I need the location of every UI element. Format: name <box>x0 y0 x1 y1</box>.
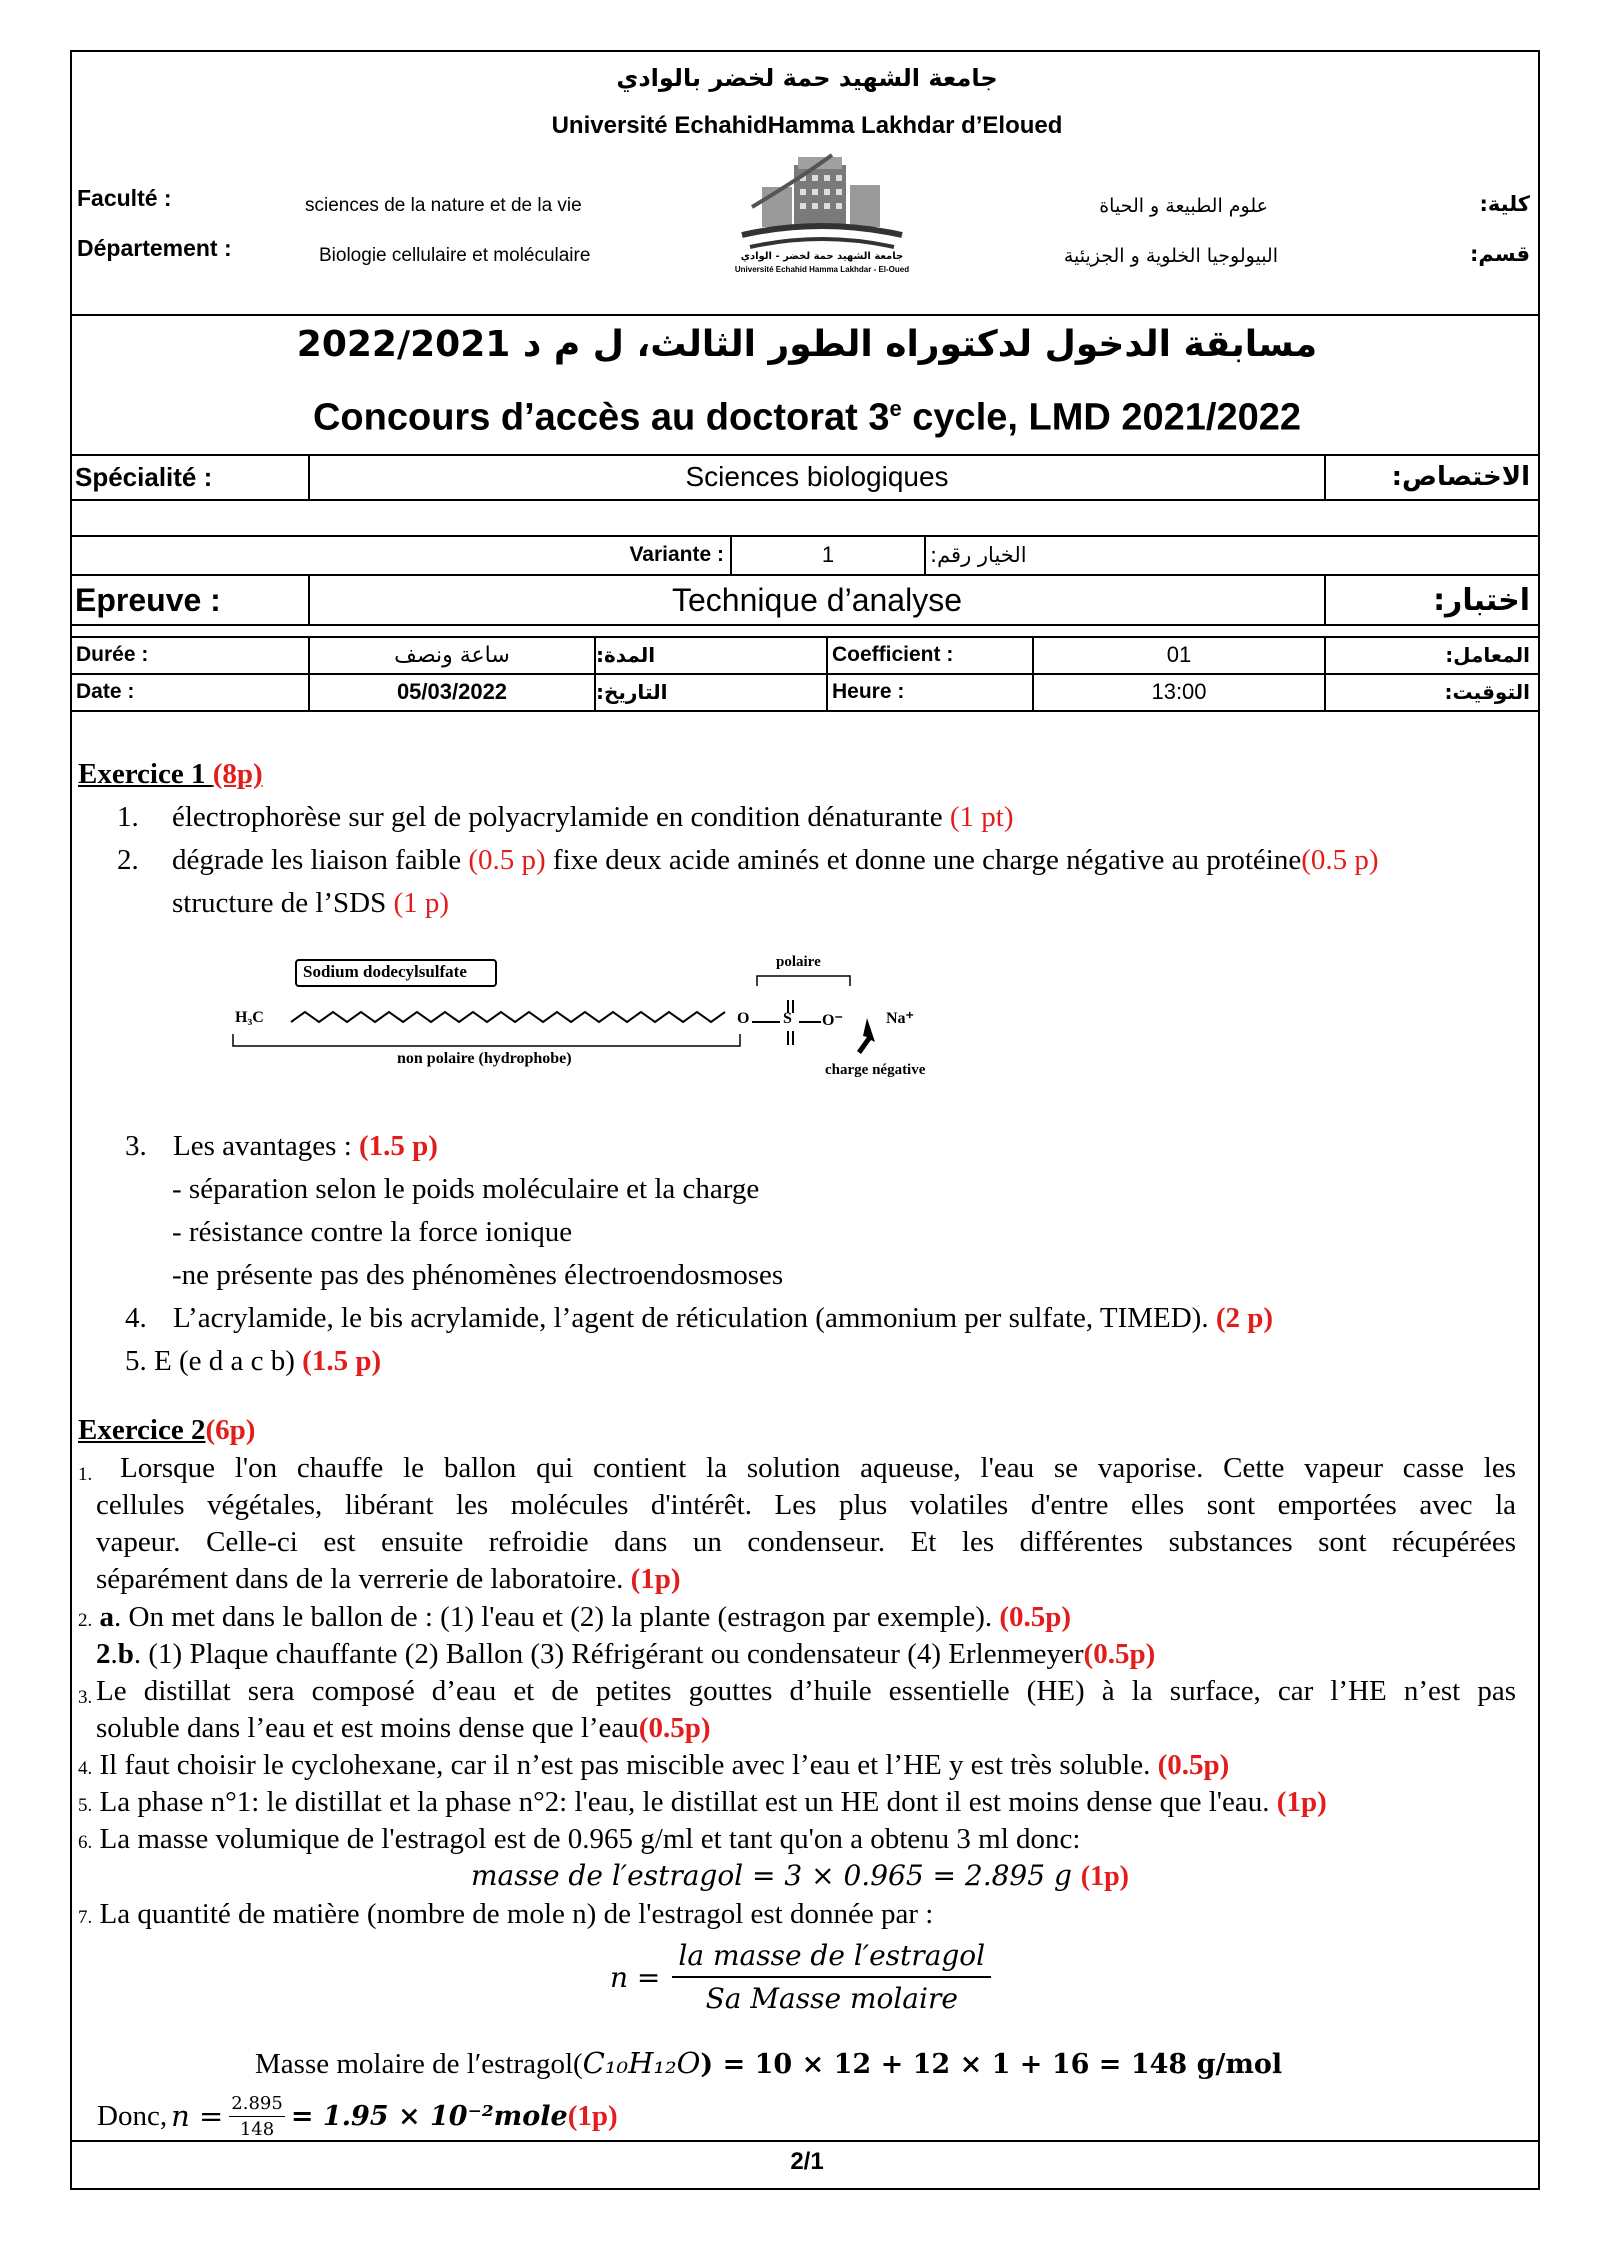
date-label: Date : <box>76 680 135 703</box>
duree-label-ar: المدة: <box>596 643 656 667</box>
ex2-q2a: 2. a. On met dans le ballon de : (1) l'eau et (2) la plante (estragon par exemple). (0.5p) <box>78 1601 1072 1633</box>
university-name-ar: جامعة الشهيد حمة لخضر بالوادي <box>616 64 998 92</box>
duree-value: ساعة ونصف <box>394 642 510 668</box>
variante-label: Variante : <box>629 543 724 566</box>
sds-h3c-label: H₃C <box>235 1009 264 1026</box>
exercice2-title: Exercice 2(6p) <box>78 1414 256 1446</box>
specialite-value: Sciences biologiques <box>685 461 949 492</box>
university-logo <box>732 147 912 277</box>
date-label-ar: التاريخ: <box>596 680 668 704</box>
ex2-q4: 4. Il faut choisir le cyclohexane, car il n’est pas miscible avec l’eau et l’HE y est très soluble. (0.5p) <box>78 1749 1230 1781</box>
coefficient-value: 01 <box>1166 642 1192 667</box>
header-divider <box>72 314 1538 316</box>
sds-nonpolar-label: non polaire (hydrophobe) <box>397 1050 572 1067</box>
faculty-label-ar: كلية: <box>1479 192 1530 216</box>
heure-label-ar: التوقيت: <box>1444 680 1530 704</box>
ex1-item1: 1. électrophorèse sur gel de polyacrylamide en condition dénaturante (1 pt) <box>117 801 1014 833</box>
sds-name-label: Sodium dodecylsulfate <box>303 962 467 981</box>
duree-label: Durée : <box>76 643 149 666</box>
ex2-result: Donc, n = $\frac{2.895}{148}$ = 1.95 × 10⁻²mole (1p) <box>97 2092 618 2140</box>
department-label-ar: قسم: <box>1470 242 1530 266</box>
faculty-label: Faculté : <box>77 185 172 211</box>
ex2-q6-formula: masse de l′estragol = 3 × 0.965 = 2.895 g (1p) <box>470 1859 1130 1892</box>
ex2-q2b: 2.b. (1) Plaque chauffante (2) Ballon (3) Réfrigérant ou condensateur (4) Erlenmeyer(0.5p) <box>96 1638 1156 1670</box>
ex1-item2-sds: structure de l’SDS (1 p) <box>172 887 450 919</box>
university-name-fr: Université EchahidHamma Lakhdar d’Eloued <box>551 112 1063 139</box>
logo-text-fr: Université Echahid Hamma Lakhdar - El-Oued <box>734 265 910 274</box>
sds-structure-diagram <box>225 950 985 1090</box>
heure-value: 13:00 <box>1151 679 1207 704</box>
ex1-item5: 5. E (e d a c b) (1.5 p) <box>125 1345 382 1377</box>
heure-label: Heure : <box>832 680 905 703</box>
department-label: Département : <box>77 235 232 261</box>
coefficient-label: Coefficient : <box>832 643 954 666</box>
date-value: 05/03/2022 <box>396 679 508 704</box>
ex2-q6: 6. La masse volumique de l'estragol est de 0.965 g/ml et tant qu'on a obtenu 3 ml donc: <box>78 1823 1081 1855</box>
ex1-item3-line1: - séparation selon le poids moléculaire et la charge <box>172 1173 760 1205</box>
variante-label-ar: الخيار رقم: <box>930 543 1027 567</box>
specialite-label: Spécialité : <box>75 461 213 492</box>
sds-o-label: O <box>737 1010 750 1027</box>
logo-text-ar: جامعة الشهيد حمة لخضر - الوادي <box>740 251 904 262</box>
coefficient-label-ar: المعامل: <box>1445 643 1530 667</box>
epreuve-label-ar: اختبار: <box>1433 582 1530 618</box>
faculty-value-ar: علوم الطبيعة و الحياة <box>1099 195 1268 217</box>
epreuve-label: Epreuve : <box>75 581 221 618</box>
ex2-q7: 7. La quantité de matière (nombre de mole n) de l'estragol est donnée par : <box>78 1898 934 1930</box>
ex1-item2: 2. dégrade les liaison faible (0.5 p) fixe deux acide aminés et donne une charge négative au protéine(0.5 p) <box>117 844 1379 876</box>
epreuve-value: Technique d’analyse <box>672 581 962 618</box>
exercice1-title: Exercice 1 (8p) <box>78 758 263 790</box>
contest-title-ar: مسابقة الدخول لدكتوراه الطور الثالث، ل م د 2022/2021 <box>296 324 1318 365</box>
ex1-item3: 3. Les avantages : (1.5 p) <box>125 1130 438 1162</box>
ex1-item4: 4. L’acrylamide, le bis acrylamide, l’agent de réticulation (ammonium per sulfate, TIMED). (2 p) <box>125 1302 1274 1334</box>
page-number: 2/1 <box>790 2148 824 2175</box>
sds-polar-label: polaire <box>776 954 821 970</box>
department-value: Biologie cellulaire et moléculaire <box>319 245 591 266</box>
sds-ominus-label: O⁻ <box>822 1012 843 1029</box>
department-value-ar: البيولوجيا الخلوية و الجزيئية <box>1063 245 1278 267</box>
sds-s-label: S <box>783 1010 792 1027</box>
specialite-label-ar: الاختصاص: <box>1391 462 1530 492</box>
faculty-value: sciences de la nature et de la vie <box>305 195 582 216</box>
variante-value: 1 <box>821 542 835 567</box>
sds-charge-label: charge négative <box>825 1062 926 1078</box>
ex2-molar-mass: Masse molaire de l′estragol(C₁₀H₁₂O) = 10 × 12 + 12 × 1 + 16 = 148 g/mol <box>255 2046 1283 2080</box>
sds-na-label: Na⁺ <box>886 1010 914 1027</box>
ex1-item3-line3: -ne présente pas des phénomènes électroendosmoses <box>172 1259 784 1291</box>
ex2-q3: 3. Le distillat sera composé d’eau et de petites gouttes d’huile essentielle (HE) à la surface, car l’HE n’est pas soluble dans l’eau et est moins dense que l’eau(0.5p) <box>78 1675 1516 1744</box>
ex2-q5: 5. La phase n°1: le distillat et la phase n°2: l'eau, le distillat est un HE dont il est moins dense que l'eau. (1p) <box>78 1786 1327 1818</box>
ex2-q7-fraction: n = la masse de l′estragol Sa Masse molaire <box>610 1932 991 2022</box>
ex2-q1: 1. Lorsque l'on chauffe le ballon qui contient la solution aqueuse, l'eau se vaporise. Cette vapeur casse les cellules végétales, libérant les molécules d'intérêt. Les plus volatiles d'entre elles sont emportées avec la vapeur. Celle-ci est ensuite refroidie dans un condenseur. Et les différentes substances sont récupérées séparément dans de la verrerie de laboratoire. (1p) <box>78 1452 1516 1595</box>
ex1-item3-line2: - résistance contre la force ionique <box>172 1216 573 1248</box>
contest-title-fr: Concours d’accès au doctorat 3e cycle, LMD 2021/2022 <box>312 396 1301 439</box>
